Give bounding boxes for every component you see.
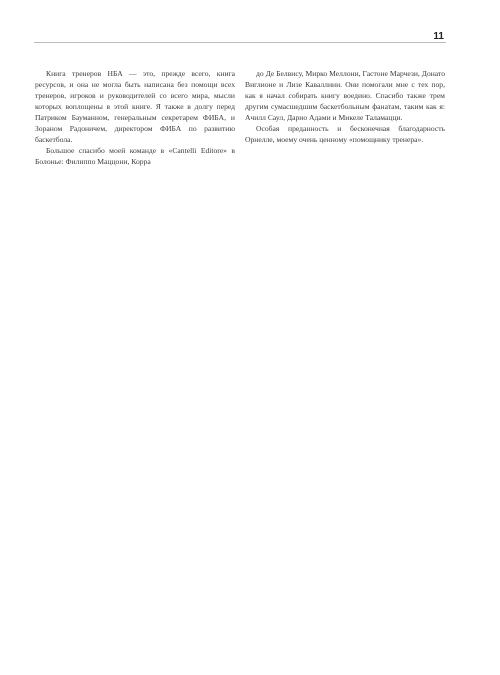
left-text-column (35, 68, 235, 167)
page-number: 11 (433, 31, 444, 42)
header-rule (34, 42, 446, 43)
right-paragraph-1: до Де Белвису, Мирко Меллони, Гастоне Марчези, Донато Виглионе и Лизе Каваллини. Они помогали мне с тех пор, как я начал собирать книгу воедино. Спасибо также трем другим сумасшедшим баскетбольным фанатам, таким как я: Ачилл Саул, Дарио Адами и Микеле Таламацци. (245, 69, 445, 122)
left-paragraph-1: Книга тренеров НБА — это, прежде всего, книга ресурсов, и она не могла быть написана без помощи всех тренеров, игроков и руководителей со всего мира, мысли которых воплощены в этой книге. Я также в долгу перед Патриком Бауманном, генеральным секретарем ФИБА, и Зораном Радоничем, директором ФИБА по развитию баскетбола. (35, 69, 235, 144)
right-paragraph-2: Особая преданность и бесконечная благодарность Орнелле, моему очень ценному «помощнику тренера». (245, 124, 445, 144)
right-text-column (245, 68, 445, 145)
left-paragraph-2: Большое спасибо моей команде в «Cantelli Editore» в Болонье: Филиппо Маццони, Корра (35, 146, 235, 166)
